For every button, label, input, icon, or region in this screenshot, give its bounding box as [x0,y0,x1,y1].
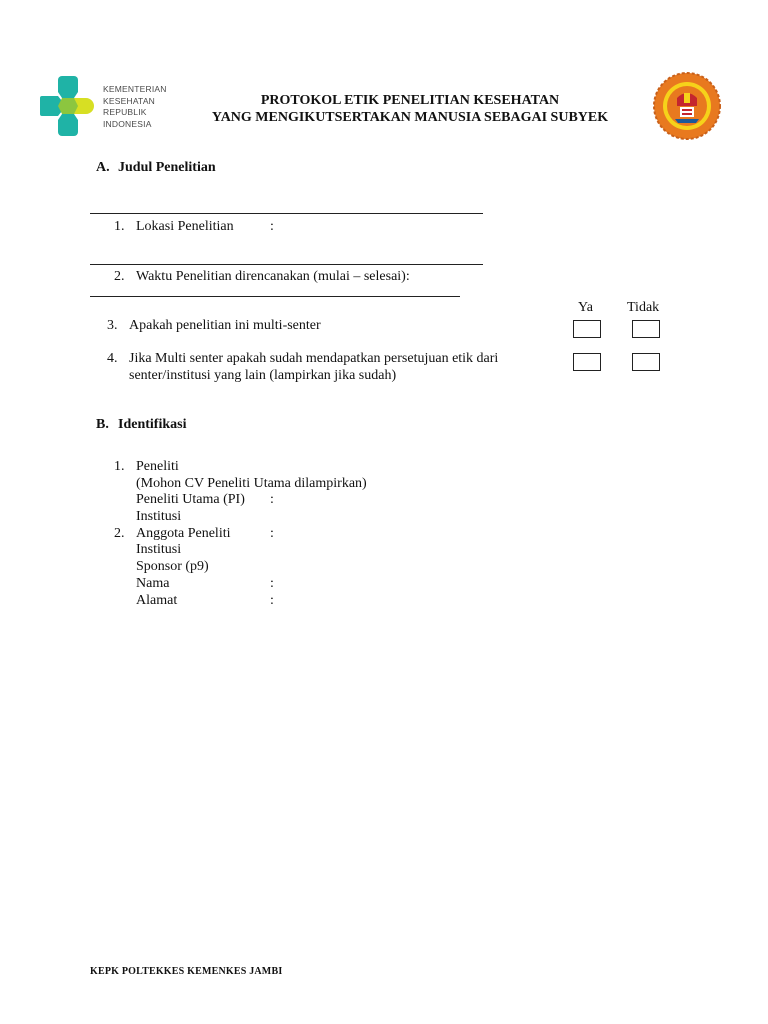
logo-text-line-2: KESEHATAN [103,95,156,106]
time-answer-line[interactable] [90,296,460,297]
item-b1-note: (Mohon CV Peneliti Utama dilampirkan) [136,476,367,491]
multicenter-no-checkbox[interactable] [632,320,660,338]
item-b2-number: 2. [114,526,125,541]
ethics-approval-no-checkbox[interactable] [632,353,660,371]
item-a4-label-line-1: Jika Multi senter apakah sudah mendapatkan persetujuan etik dari [129,351,499,366]
multicenter-yes-checkbox[interactable] [573,320,601,338]
section-a-heading: Judul Penelitian [118,160,216,175]
ethics-approval-yes-checkbox[interactable] [573,353,601,371]
sponsor-name-colon: : [270,576,274,591]
item-a3-number: 3. [107,318,118,333]
sponsor-address-label: Alamat [136,593,178,608]
column-header-yes: Ya [578,300,593,315]
item-b1-label: Peneliti [136,459,179,474]
item-a1-number: 1. [114,219,125,234]
principal-investigator-colon: : [270,492,274,507]
poltekkes-seal-icon [653,72,721,140]
sponsor-label: Sponsor (p9) [136,559,209,574]
section-b-heading: Identifikasi [118,417,187,432]
item-a2-number: 2. [114,269,125,284]
item-a4-number: 4. [107,351,118,366]
item-a2-label: Waktu Penelitian direncanakan (mulai – selesai): [136,269,410,284]
sponsor-name-label: Nama [136,576,170,591]
logo-text-line-1: KEMENTERIAN [103,84,167,94]
pi-institution-label: Institusi [136,509,182,524]
item-b1-number: 1. [114,459,125,474]
kemenkes-logo [40,76,170,136]
footer-text: KEPK POLTEKKES KEMENKES JAMBI [90,966,283,977]
title-answer-line[interactable] [90,213,483,214]
kemenkes-emblem-icon [40,76,96,136]
section-b-letter: B. [96,417,109,432]
member-researcher-colon: : [270,526,274,541]
member-researcher-label: Anggota Peneliti [136,526,231,541]
item-a1-colon: : [270,219,274,234]
item-a4-label-line-2: senter/institusi yang lain (lampirkan jika sudah) [129,368,397,383]
column-header-no: Tidak [627,300,660,315]
principal-investigator-label: Peneliti Utama (PI) [136,492,245,507]
location-answer-line[interactable] [90,264,483,265]
document-title-line-1: PROTOKOL ETIK PENELITIAN KESEHATAN [260,93,560,108]
section-a-letter: A. [96,160,110,175]
document-title-line-2: YANG MENGIKUTSERTAKAN MANUSIA SEBAGAI SUBYEK [211,110,609,125]
logo-text-line-4: INDONESIA [103,118,152,129]
item-a3-label: Apakah penelitian ini multi-senter [129,318,321,333]
member-institution-label: Institusi [136,542,182,557]
item-a1-label: Lokasi Penelitian [136,219,234,234]
logo-text-line-3: REPUBLIK [103,107,147,117]
sponsor-address-colon: : [270,593,274,608]
